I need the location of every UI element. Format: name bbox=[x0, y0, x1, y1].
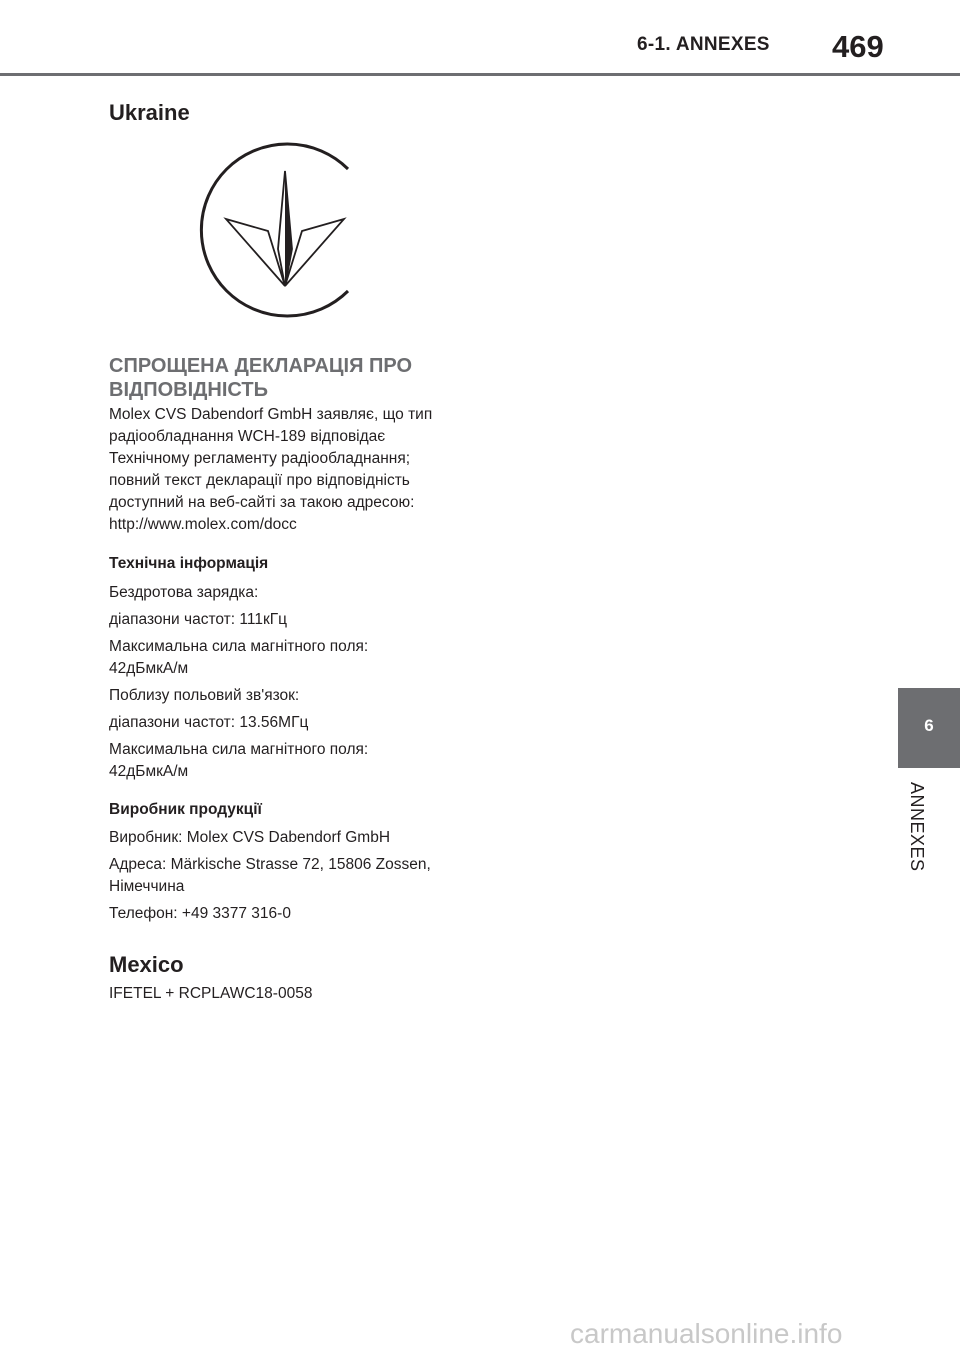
manufacturer-heading: Виробник продукції bbox=[109, 801, 262, 818]
manufacturer-item-line: Німеччина bbox=[109, 878, 185, 895]
technical-item bbox=[109, 582, 469, 604]
technical-item-line: 42дБмкА/м bbox=[109, 763, 189, 780]
technical-item-line: Максимальна сила магнітного поля: bbox=[109, 638, 369, 655]
technical-item bbox=[109, 636, 469, 680]
watermark: carmanualsonline.info bbox=[570, 1318, 843, 1349]
ukrainian-conformity-mark-icon bbox=[196, 141, 374, 319]
header-divider bbox=[0, 73, 960, 76]
declaration-url: http://www.molex.com/docc bbox=[109, 516, 297, 533]
declaration-line: повний текст декларації про відповідність bbox=[109, 472, 410, 489]
chapter-tab[interactable] bbox=[898, 688, 960, 768]
technical-item-line: Поблизу польовий зв'язок: bbox=[109, 687, 300, 704]
technical-item bbox=[109, 712, 469, 734]
mexico-certification-text: IFETEL + RCPLAWC18-0058 bbox=[109, 985, 313, 1002]
declaration-title bbox=[109, 354, 469, 402]
manufacturer-item-line: Телефон: +49 3377 316-0 bbox=[109, 905, 291, 922]
declaration-title-line: ВІДПОВІДНІСТЬ bbox=[109, 379, 268, 401]
declaration-title-line: СПРОЩЕНА ДЕКЛАРАЦІЯ ПРО bbox=[109, 355, 413, 377]
declaration-line: Технічному регламенту радіообладнання; bbox=[109, 450, 411, 467]
technical-item-line: Бездротова зарядка: bbox=[109, 584, 259, 601]
manufacturer-item-line: Виробник: Molex CVS Dabendorf GmbH bbox=[109, 829, 391, 846]
technical-item-line: Максимальна сила магнітного поля: bbox=[109, 741, 369, 758]
declaration-body bbox=[109, 404, 469, 536]
manufacturer-item bbox=[109, 827, 469, 849]
section-title: 6-1. ANNEXES bbox=[637, 34, 770, 55]
manufacturer-item-line: Адреса: Märkische Strasse 72, 15806 Zossen, bbox=[109, 856, 431, 873]
technical-item-line: діапазони частот: 13.56МГц bbox=[109, 714, 309, 731]
technical-item-line: діапазони частот: 111кГц bbox=[109, 611, 288, 628]
chapter-side-label bbox=[906, 782, 932, 882]
page-number: 469 bbox=[832, 29, 884, 64]
declaration-line: радіообладнання WCH-189 відповідає bbox=[109, 428, 386, 445]
technical-item bbox=[109, 739, 469, 783]
technical-item-line: 42дБмкА/м bbox=[109, 660, 189, 677]
declaration-line: Molex CVS Dabendorf GmbH заявляє, що тип bbox=[109, 406, 433, 423]
technical-item bbox=[109, 685, 469, 707]
ukraine-heading: Ukraine bbox=[109, 100, 190, 125]
technical-item bbox=[109, 609, 469, 631]
manufacturer-item bbox=[109, 854, 469, 898]
mexico-certification bbox=[109, 983, 469, 1005]
chapter-tab-number: 6 bbox=[924, 716, 934, 735]
mexico-heading: Mexico bbox=[109, 952, 184, 977]
manufacturer-item bbox=[109, 903, 469, 925]
technical-info-heading: Технічна інформація bbox=[109, 555, 269, 572]
declaration-line: доступний на веб-сайті за такою адресою: bbox=[109, 494, 415, 511]
chapter-side-label-text: ANNEXES bbox=[907, 782, 927, 872]
